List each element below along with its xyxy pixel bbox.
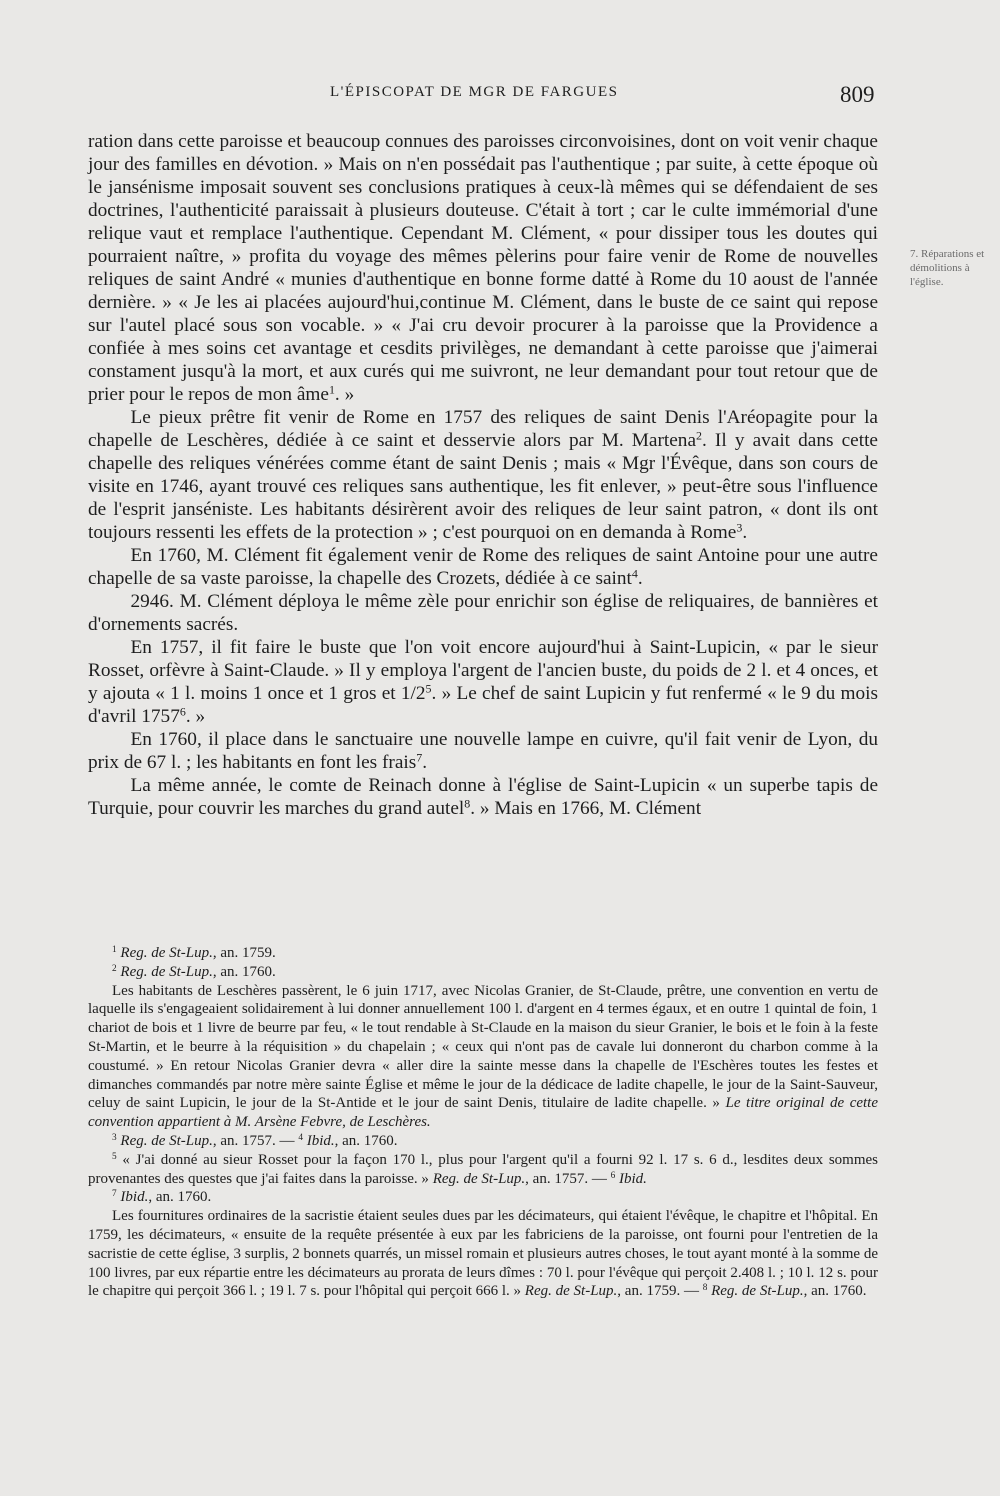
footnote-source: Ibid. <box>120 1189 149 1206</box>
note-ref: 7 <box>416 750 423 765</box>
footnote-number: 3 <box>112 1132 117 1143</box>
footnote-number: 2 <box>112 963 117 974</box>
paragraph-text: . <box>637 568 643 589</box>
footnote-source: Ibid. <box>306 1132 335 1149</box>
footnote-number: 4 <box>298 1132 303 1143</box>
paragraph-1 <box>88 130 878 406</box>
footnote-text: , an. 1759. — <box>617 1283 703 1300</box>
footnote-text: Les fournitures ordinaires de la sacristie étaient seules dues par les décimateurs, qui étaient l'évêque, le chapitre et l'hôpital. En 1759, les décimateurs, « ensuite de la requête présentée à eux par les fabriciens de la paroisse, ont fourni pour l'entretien de la sacristie de cette église, 3 surplis, 2 bonnets quarrés, un missel romain et plusieurs autres choses, le tout ayant monté à la somme de 100 livres, par eux répartie entre les décimateurs au prorata de leurs dîmes : 70 l. pour l'évêque qui perçoit 2.408 l. ; 10 l. 12 s. pour le chapitre qui perçoit 366 l. ; 19 l. 7 s. pour l'hôpital qui perçoit 666 l. » <box>88 1208 878 1300</box>
note-ref: 1 <box>328 382 335 397</box>
note-ref: 3 <box>736 520 743 535</box>
paragraph-text: En 1760, M. Clément fit également venir de Rome des reliques de saint Antoine pour une autre chapelle de sa vaste paroisse, la chapelle des Crozets, dédiée à ce saint <box>88 545 878 589</box>
footnote-number: 5 <box>112 1151 117 1162</box>
main-text <box>88 130 878 820</box>
footnote-number: 7 <box>112 1189 117 1200</box>
footnote-text: , an. 1759. <box>212 945 276 961</box>
note-ref: 2 <box>696 428 702 443</box>
note-ref: 4 <box>631 566 638 581</box>
footnote-source: Reg. de St-Lup. <box>120 963 213 980</box>
paragraph-text: . <box>422 752 428 773</box>
paragraph-text: . » <box>185 706 206 727</box>
paragraph-text: La même année, le comte de Reinach donne à l'église de Saint-Lupicin « un superbe tapis de Turquie, pour couvrir les marches du grand autel <box>88 775 878 819</box>
paragraph-text: . » <box>334 384 355 405</box>
footnote-source: Le titre original de cette convention appartient à M. Arsène Febvre, de Leschères. <box>88 1095 879 1131</box>
note-ref: 8 <box>464 796 471 811</box>
running-title: L'ÉPISCOPAT DE MGR DE FARGUES <box>330 84 619 100</box>
paragraph-6 <box>88 728 878 774</box>
footnote-text: « J'ai donné au sieur Rosset pour la façon 170 l., plus pour l'argent qu'il a fourni 92 l. 17 s. 6 d., lesdites deux sommes provenantes des questes que j'ai faites dans la paroisse. » <box>88 1151 878 1187</box>
paragraph-text: En 1760, il place dans le sanctuaire une nouvelle lampe en cuivre, qu'il fait venir de Lyon, du prix de 67 l. ; les habitants en font les frais <box>88 729 878 773</box>
footnote-2-text <box>88 982 878 1132</box>
footnote-text: , an. 1760. <box>334 1132 398 1149</box>
footnote-source: Reg. de St-Lup. <box>120 945 213 961</box>
footnote-text: , an. 1760. <box>212 963 276 980</box>
paragraph-5 <box>88 636 878 728</box>
footnote-1 <box>88 944 878 963</box>
paragraph-text: . » Mais en 1766, M. Clément <box>470 798 702 819</box>
footnote-3-4 <box>88 1132 878 1151</box>
paragraph-text: En 1757, il fit faire le buste que l'on voit encore aujourd'hui à Saint-Lupicin, « par le sieur Rosset, orfèvre à Saint-Claude. » Il y employa l'argent de l'ancien buste, du poids de 2 l. et 4 onces, et y ajouta « 1 l. moins 1 once et 1 gros et 1/2 <box>88 637 878 704</box>
paragraph-text: Le pieux prêtre fit venir de Rome en 1757 des reliques de saint Denis l'Aréopagite pour la chapelle de Leschères, dédiée à ce saint et desservie alors par M. Martena <box>88 407 878 451</box>
footnote-number: 8 <box>702 1283 708 1294</box>
paragraph-text: . Il y avait dans cette chapelle des reliques vénérées comme étant de saint Denis ; mais « Mgr l'Évêque, dans son cours de visite en 1746, ayant trouvé ces reliques sans authentique, les fit enlever, » peut-être sous l'influence de l'esprit janséniste. Les habitants désirèrent avoir des reliques de leur saint patron, « dont ils ont toujours ressenti les effets de la protection » ; c'est pourquoi on en demanda à Rome <box>88 430 878 543</box>
footnote-number: 1 <box>112 944 117 955</box>
footnote-2 <box>88 963 878 982</box>
footnote-text: , an. 1760. <box>803 1283 867 1300</box>
footnote-7-text <box>88 1207 878 1301</box>
note-ref: 5 <box>425 681 432 696</box>
paragraph-text: ration dans cette paroisse et beaucoup connues des paroisses circonvoisines, dont on voit venir chaque jour des familles en dévotion. » Mais on n'en possédait pas l'authentique ; par suite, à cette époque où le jansénisme imposait souvent ses conclusions pratiques à ceux-là mêmes qui se défendaient de ses doctrines, l'authenticité paraissait à plusieurs douteuse. C'était à tort ; car le culte immémorial d'une relique vaut et remplace l'authentique. Cependant M. Clément, « pour dissiper tous les doutes qui pourraient naître, » profita du voyage des mêmes pèlerins pour faire venir de Rome de nouvelles reliques de saint André « munies d'authentique en bonne forme datté à Rome du 10 aoust de l'année dernière. » « Je les ai placées aujourd'hui,continue M. Clément, dans le buste de ce saint qui repose sur l'autel placé sous son vocable. » « J'ai cru devoir procurer à la paroisse que la Providence a confiée à mes soins cet avantage et cesdits privilèges, ne demandant à cette paroisse que j'aimerai constament jusqu'à la mort, et aux curés qui me suivront, ne leur demandant pour tout retour que de prier pour le repos de mon âme <box>88 131 878 405</box>
paragraph-3 <box>88 544 878 590</box>
paragraph-2 <box>88 406 878 544</box>
note-ref: 6 <box>179 704 186 719</box>
footnote-text: , an. 1757. — <box>212 1132 299 1149</box>
footnote-source: Reg. de St-Lup. <box>120 1132 213 1149</box>
footnote-source: Reg. de St-Lup. <box>432 1170 526 1187</box>
page-number: 809 <box>840 82 875 107</box>
footnote-text: Les habitants de Leschères passèrent, le 6 juin 1717, avec Nicolas Granier, de St-Claude, prêtre, une convention en vertu de laquelle ils s'engageaient solidairement à lui donner annuellement 100 l. d'argent en 4 termes égaux, et en outre 1 quintal de foin, 1 chariot de bois et 1 livre de beurre par feu, « le tout rendable à St-Claude en la maison du sieur Granier, le bois et le foin à la feste St-Martin, et le beurre à la réquisition » du chapelain ; « ceux qui n'ont pas de cavale lui donneront du charbon comme à la coustumé. » En retour Nicolas Granier devra « aller dire la sainte messe dans la chapelle de l'Eschères toutes les festes et dimanches commandés par notre mère sainte Église et même le jour de la dédicace de ladite chapelle, le jour de la Saint-Sauveur, celuy de saint Lupicin, le jour de la St-Antide et le jour de saint Denis, titulaire de ladite chapelle. » <box>88 982 878 1112</box>
margin-note: 7. Réparations et démolitions à l'église. <box>910 248 985 288</box>
paragraph-text: . » Le chef de saint Lupicin y fut renfermé « le 9 du mois d'avril 1757 <box>88 683 879 727</box>
footnote-7 <box>88 1188 878 1207</box>
footnote-5-6 <box>88 1151 878 1189</box>
paragraph-7 <box>88 774 878 820</box>
footnote-text: , an. 1757. — <box>525 1170 611 1187</box>
footnote-number: 6 <box>610 1170 616 1181</box>
footnote-source: Ibid. <box>619 1170 647 1187</box>
paragraph-text: . <box>742 522 748 543</box>
paragraph-4: 2946. M. Clément déploya le même zèle pour enrichir son église de reliquaires, de bannières et d'ornements sacrés. <box>88 591 878 635</box>
footnote-source: Reg. de St-Lup. <box>711 1283 804 1300</box>
footnotes <box>88 944 878 1301</box>
footnote-source: Reg. de St-Lup. <box>524 1283 618 1300</box>
footnote-text: , an. 1760. <box>148 1189 212 1206</box>
